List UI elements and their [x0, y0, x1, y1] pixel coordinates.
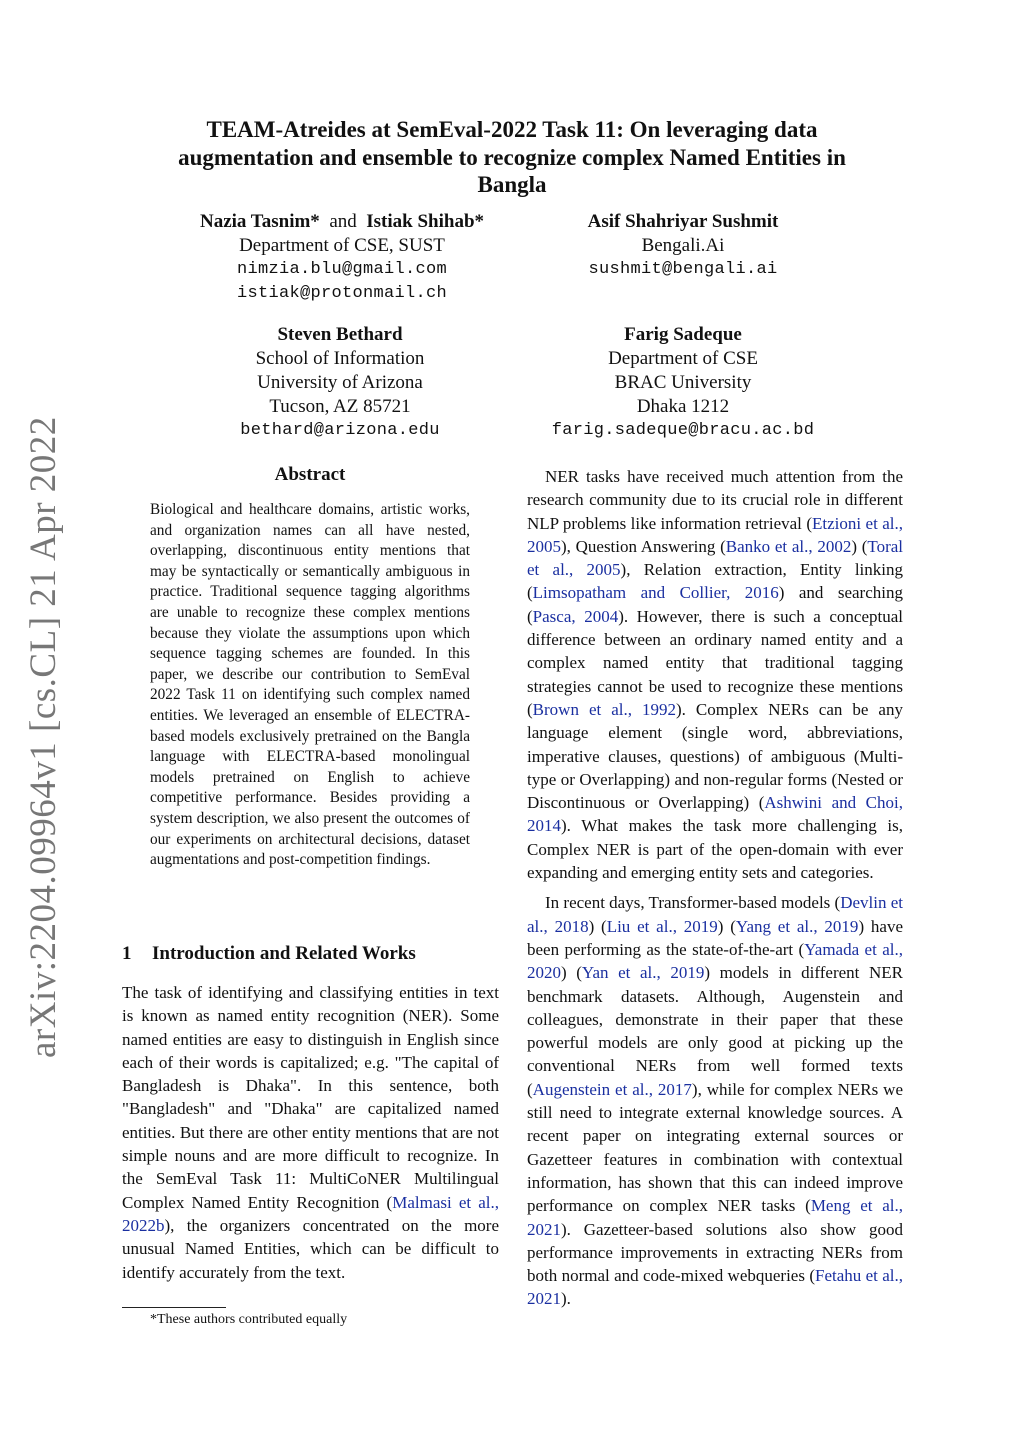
citation-link[interactable]: Fetahu et al., 2021 [527, 1266, 903, 1309]
author-affiliation: Dhaka 1212 [636, 396, 730, 417]
paragraph-text: ) ( [588, 916, 607, 936]
title-line: Bangla [477, 172, 547, 197]
intro-left-column [122, 981, 499, 1284]
author-name: Steven Bethard [277, 324, 403, 345]
paragraph-text: ). However, there is such a conceptual difference between an ordinary named entity and a complex named entity that traditional tagging strategies cannot be used to recognize these mentions ( [527, 606, 903, 719]
paragraph-text: In recent days, Transformer-based models ( [545, 893, 841, 913]
section-number: 1 [122, 943, 132, 964]
author-affiliation: University of Arizona [257, 372, 423, 393]
author-block-1 [150, 210, 534, 306]
author-affiliation: Department of CSE [608, 348, 758, 369]
paragraph-text: ). Complex NERs can be any language element (single word, abbreviations, imperative clauses, questions) of ambiguous (Multi-type or Overlapping) and non-regular forms (Nested or Discontinuous or Overlapping) ( [527, 699, 903, 813]
abstract-heading: Abstract [274, 464, 346, 485]
citation-link[interactable]: Liu et al., 2019 [606, 916, 718, 936]
citation-link[interactable]: Banko et al., 2002 [725, 536, 852, 556]
citation-link[interactable]: Limsopatham and Collier, 2016 [532, 583, 779, 603]
citation-link[interactable]: Devlin et al., 2018 [527, 893, 903, 936]
author-name: Asif Shahriyar Sushmit [587, 211, 779, 232]
author-email[interactable]: nimzia.blu@gmail.com [236, 260, 448, 279]
paper-title [110, 116, 914, 199]
paragraph-text: ) models in different NER benchmark datasets. Although, Augenstein and colleagues, demonstrate in their paper that these powerful models are only good at picking up the conventional NERs from well formed texts ( [527, 963, 903, 1099]
paragraph-text: ), the organizers concentrated on the more unusual Named Entities, which can be difficult to identify accurately from the text. [122, 1215, 499, 1282]
author-block-4 [513, 323, 853, 443]
citation-link[interactable]: Meng et al., 2021 [527, 1196, 903, 1239]
citation-link[interactable]: Toral et al., 2005 [527, 536, 904, 580]
footnote: *These authors contributed equally [150, 1312, 348, 1327]
intro-paragraph [122, 981, 499, 1284]
citation-link[interactable]: Malmasi et al., 2022b [122, 1192, 499, 1235]
paragraph-text: The task of identifying and classifying entities in text is known as named entity recognition (NER). Some named entities are easy to distinguish in English since each of their words is capitalized; e.g. "The capital of Bangladesh is Dhaka". In this sentence, both "Bangladesh" and "Dhaka" are capitalized named entities. But there are other entity mentions that are not simple nouns and are more difficult to recognize. In the SemEval Task 11: MultiCoNER Multilingual Complex Named Entity Recognition ( [122, 983, 499, 1212]
section-title: Introduction and Related Works [152, 943, 416, 964]
paragraph-text: ) ( [717, 916, 736, 936]
author-affiliation: BRAC University [614, 372, 752, 393]
footnote-rule [122, 1307, 226, 1308]
author-name: Istiak Shihab* [366, 211, 485, 232]
intro-paragraph [527, 465, 903, 884]
author-name: Nazia Tasnim* [199, 211, 320, 232]
citation-link[interactable]: Pasca, 2004 [532, 606, 619, 626]
paragraph-text: ) and searching ( [527, 583, 903, 626]
paragraph-text: ) ( [851, 536, 868, 556]
arxiv-stamp: arXiv:2204.09964v1 [cs.CL] 21 Apr 2022 [23, 416, 64, 1058]
author-affiliation: Department of CSE, SUST [239, 235, 445, 256]
citation-link[interactable]: Brown et al., 1992 [532, 699, 676, 719]
title-line: TEAM-Atreides at SemEval-2022 Task 11: On leveraging data [206, 117, 818, 142]
paragraph-text: ), Question Answering ( [561, 536, 726, 556]
citation-link[interactable]: Ashwini and Choi, 2014 [527, 793, 903, 836]
paragraph-text: ). [561, 1289, 571, 1309]
paragraph-text: ), Relation extraction, Entity linking ( [527, 560, 903, 603]
citation-link[interactable]: Yan et al., 2019 [581, 963, 705, 983]
abstract-text: Biological and healthcare domains, artistic works, and organization names can all have nested, overlapping, discontinuous entity mentions that may be syntactically or semantically ambiguous in practice. Traditional sequence tagging algorithms are unable to recognize these complex mentions because they violate the assumptions upon which sequence tagging schemes are founded. In this paper, we describe our contribution to SemEval 2022 Task 11 on identifying such complex named entities. We leveraged an ensemble of ELECTRA-based models exclusively pretrained on the Bangla language with ELECTRA-based monolingual models pretrained on English to achieve competitive performance. Besides providing a system description, we also present the outcomes of our experiments on architectural decisions, dataset augmentations and post-competition findings. [150, 501, 470, 869]
intro-right-column [527, 465, 903, 1311]
section-heading [122, 943, 502, 965]
citation-link[interactable]: Etzioni et al., 2005 [527, 513, 903, 556]
author-block-3 [190, 323, 490, 443]
author-affiliation: Tucson, AZ 85721 [269, 396, 411, 417]
author-affiliation: School of Information [255, 348, 425, 369]
author-email[interactable]: bethard@arizona.edu [240, 421, 440, 440]
citation-link[interactable]: Yamada et al., 2020 [527, 939, 903, 983]
intro-paragraph [527, 891, 903, 1310]
paragraph-text: ) ( [561, 963, 582, 983]
author-and: and [329, 211, 357, 232]
author-email[interactable]: istiak@protonmail.ch [236, 284, 448, 303]
paragraph-text: ) have been performing as the state-of-the-art ( [527, 916, 903, 959]
author-email[interactable]: sushmit@bengali.ai [588, 260, 778, 279]
citation-link[interactable]: Augenstein et al., 2017 [532, 1079, 692, 1099]
author-name: Farig Sadeque [624, 324, 742, 345]
paragraph-text: NER tasks have received much attention from the research community due to its crucial role in different NLP problems like information retrieval ( [527, 467, 903, 533]
paragraph-text: ). What makes the task more challenging is, Complex NER is part of the open-domain with ever expanding and emerging entity sets and categories. [527, 816, 903, 883]
author-block-2 [520, 210, 846, 282]
title-line: augmentation and ensemble to recognize complex Named Entities in [178, 144, 846, 170]
author-affiliation: Bengali.Ai [641, 235, 725, 256]
author-email[interactable]: farig.sadeque@bracu.ac.bd [551, 421, 815, 440]
paragraph-text: ), while for complex NERs we still need to integrate external knowledge sources. A recent paper on integrating external sources or Gazetteer features in combination with contextual information, has shown that this can indeed improve performance on complex NER tasks ( [527, 1079, 903, 1216]
citation-link[interactable]: Yang et al., 2019 [735, 916, 859, 936]
paragraph-text: ). Gazetteer-based solutions also show good performance improvements in extracting NERs from both normal and code-mixed webqueries ( [527, 1219, 903, 1286]
